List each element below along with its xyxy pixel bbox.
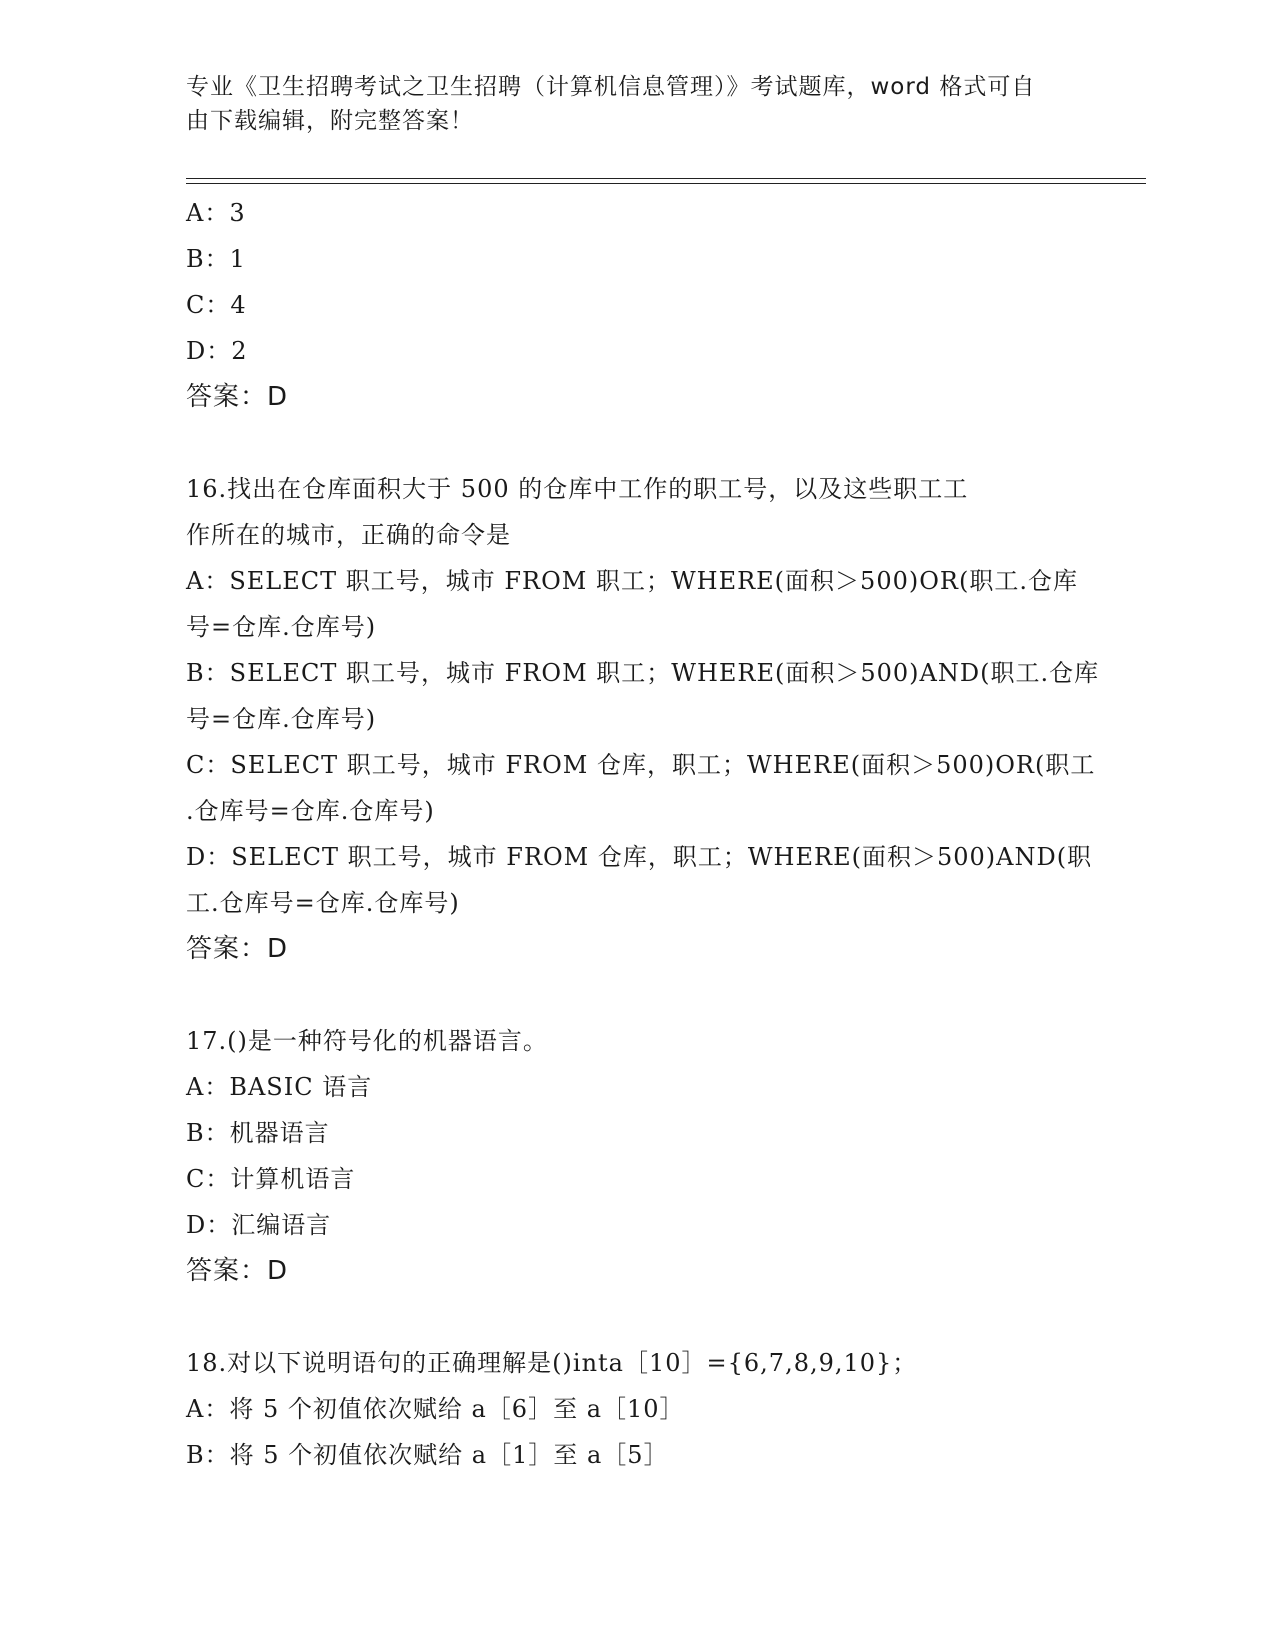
option-d: D：2 <box>186 337 248 365</box>
question-15-options <box>186 190 1086 374</box>
option-b-line-1: B：SELECT 职工号，城市 FROM 职工；WHERE(面积＞500)AND(职工.仓库 <box>186 659 1100 687</box>
question-18 <box>186 1340 1086 1478</box>
option-a: A：BASIC 语言 <box>186 1073 373 1101</box>
question-17 <box>186 1018 1086 1248</box>
question-15-answer: 答案：D <box>186 382 289 412</box>
question-content <box>186 190 1100 1478</box>
option-c-line-2: .仓库号=仓库.仓库号) <box>186 797 435 825</box>
option-b: B：将 5 个初值依次赋给 a［1］至 a［5］ <box>186 1441 669 1469</box>
header-divider-top <box>186 178 1146 179</box>
question-16-stem-line-1: 16.找出在仓库面积大于 500 的仓库中工作的职工号，以及这些职工工 <box>186 475 969 503</box>
option-a-line-2: 号=仓库.仓库号) <box>186 613 377 641</box>
spacer <box>186 1294 1086 1340</box>
option-c: C：4 <box>186 291 247 319</box>
question-16-stem-line-2: 作所在的城市，正确的命令是 <box>186 521 511 549</box>
spacer <box>186 972 1086 1018</box>
option-b-line-2: 号=仓库.仓库号) <box>186 705 377 733</box>
header-divider-bottom <box>186 183 1146 184</box>
option-d: D：汇编语言 <box>186 1211 332 1239</box>
header-line-1: 专业《卫生招聘考试之卫生招聘（计算机信息管理）》考试题库，word 格式可自 <box>186 74 1036 100</box>
option-c: C：计算机语言 <box>186 1165 356 1193</box>
header-line-2: 由下载编辑，附完整答案！ <box>186 108 474 134</box>
question-17-stem: 17.()是一种符号化的机器语言。 <box>186 1027 548 1055</box>
question-18-stem: 18.对以下说明语句的正确理解是()inta［10］={6,7,8,9,10}； <box>186 1349 918 1377</box>
question-16-answer: 答案：D <box>186 934 289 964</box>
option-b: B：机器语言 <box>186 1119 330 1147</box>
option-a-line-1: A：SELECT 职工号，城市 FROM 职工；WHERE(面积＞500)OR(职工.仓库 <box>186 567 1078 595</box>
spacer <box>186 420 1086 466</box>
option-c-line-1: C：SELECT 职工号，城市 FROM 仓库，职工；WHERE(面积＞500)OR(职工 <box>186 751 1096 779</box>
option-d-line-2: 工.仓库号=仓库.仓库号) <box>186 889 460 917</box>
option-d-line-1: D：SELECT 职工号，城市 FROM 仓库，职工；WHERE(面积＞500)AND(职 <box>186 843 1093 871</box>
option-a: A：3 <box>186 199 246 227</box>
option-a: A：将 5 个初值依次赋给 a［6］至 a［10］ <box>186 1395 685 1423</box>
question-17-answer: 答案：D <box>186 1256 289 1286</box>
question-16 <box>186 466 1100 926</box>
option-b: B：1 <box>186 245 246 273</box>
document-header <box>186 70 1086 138</box>
